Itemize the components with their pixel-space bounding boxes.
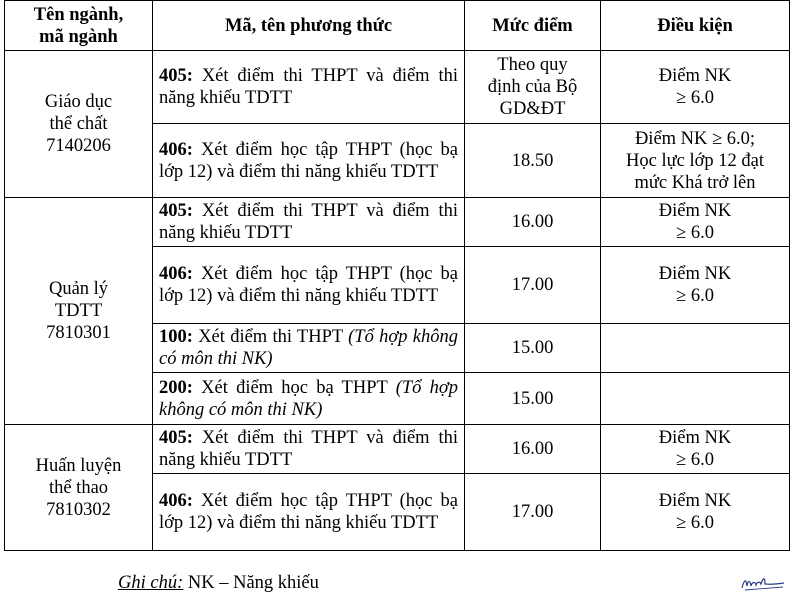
major-name-cell — [5, 198, 153, 425]
score-cell — [465, 324, 601, 373]
method-text: Xét điểm học tập THPT (học bạ lớp 12) và điểm thi năng khiếu TDTT — [159, 264, 458, 306]
method-code: 200: — [159, 377, 193, 398]
method-text: Xét điểm học tập THPT (học bạ lớp 12) và điểm thi năng khiếu TDTT — [159, 139, 458, 182]
condition-value: Điểm NK ≥ 6.0 — [658, 264, 732, 306]
condition-value: Điểm NK ≥ 6.0 — [658, 428, 732, 470]
condition-cell — [601, 198, 790, 247]
condition-cell — [601, 247, 790, 324]
condition-value: Điểm NK ≥ 6.0 — [658, 66, 732, 108]
admission-table — [4, 0, 790, 551]
header-major: Tên ngành, mã ngành — [5, 1, 153, 51]
header-method: Mã, tên phương thức — [153, 1, 465, 51]
score-value: 15.00 — [511, 338, 554, 358]
condition-cell — [601, 124, 790, 198]
score-value: 15.00 — [511, 388, 554, 409]
method-code: 406: — [159, 264, 193, 284]
score-cell — [465, 425, 601, 474]
method-code: 406: — [159, 491, 193, 511]
condition-cell — [601, 425, 790, 474]
method-cell — [153, 373, 465, 425]
method-text: Xét điểm thi THPT và điểm thi năng khiếu TDTT — [159, 201, 458, 243]
score-cell — [465, 198, 601, 247]
score-cell — [465, 51, 601, 124]
method-text: Xét điểm thi THPT và điểm thi năng khiếu TDTT — [159, 428, 458, 470]
condition-value: Điểm NK ≥ 6.0 — [658, 201, 732, 243]
major-name: Giáo dục thể chất 7140206 — [44, 92, 113, 156]
score-value: 18.50 — [511, 150, 554, 171]
method-text: Xét điểm học bạ THPT — [192, 377, 396, 398]
condition-value: Điểm NK ≥ 6.0; Học lực lớp 12 đạt mức Khá trở lên — [626, 128, 764, 193]
score-value: 16.00 — [511, 212, 554, 232]
condition-cell — [601, 474, 790, 551]
header-row — [5, 1, 790, 51]
footnote-text: NK – Năng khiếu — [183, 573, 319, 593]
method-cell — [153, 247, 465, 324]
method-code: 405: — [159, 201, 193, 221]
signature-mark — [739, 572, 787, 594]
score-value: 17.00 — [511, 275, 554, 295]
method-note: (Tổ hợp không có môn thi NK) — [159, 377, 458, 420]
method-cell — [153, 474, 465, 551]
condition-cell — [601, 373, 790, 425]
method-code: 405: — [159, 428, 193, 448]
method-cell — [153, 124, 465, 198]
table-body — [5, 51, 790, 551]
condition-cell — [601, 324, 790, 373]
score-cell — [465, 247, 601, 324]
method-code: 405: — [159, 66, 193, 86]
table-row — [5, 425, 790, 474]
method-cell — [153, 51, 465, 124]
condition-value: Điểm NK ≥ 6.0 — [658, 491, 732, 533]
method-code: 100: — [159, 327, 193, 347]
table-row — [5, 51, 790, 124]
score-value: 16.00 — [511, 439, 554, 459]
major-name: Huấn luyện thể thao 7810302 — [35, 455, 122, 520]
score-value: Theo quy định của Bộ GD&ĐT — [487, 55, 578, 119]
footnote — [118, 573, 319, 594]
method-cell — [153, 425, 465, 474]
header-score: Mức điểm — [465, 1, 601, 51]
method-note: (Tổ hợp không có môn thi NK) — [159, 327, 458, 369]
footnote-label: Ghi chú: — [118, 573, 184, 593]
method-cell — [153, 324, 465, 373]
score-value: 17.00 — [511, 502, 554, 522]
score-cell — [465, 124, 601, 198]
header-condition: Điều kiện — [601, 1, 790, 51]
major-name-cell — [5, 51, 153, 198]
table-row — [5, 198, 790, 247]
method-text: Xét điểm thi THPT — [192, 327, 349, 347]
score-cell — [465, 373, 601, 425]
major-name-cell — [5, 425, 153, 551]
method-code: 406: — [159, 139, 193, 160]
major-name: Quản lý TDTT 7810301 — [46, 279, 111, 343]
condition-cell — [601, 51, 790, 124]
method-text: Xét điểm thi THPT và điểm thi năng khiếu TDTT — [159, 66, 458, 108]
method-text: Xét điểm học tập THPT (học bạ lớp 12) và điểm thi năng khiếu TDTT — [159, 491, 458, 533]
score-cell — [465, 474, 601, 551]
method-cell — [153, 198, 465, 247]
